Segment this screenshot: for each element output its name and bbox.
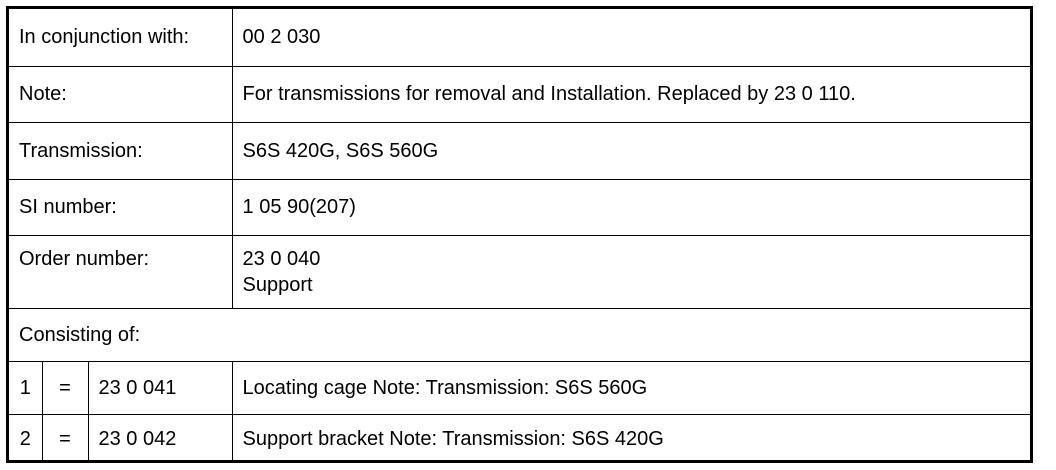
item-symbol: =	[42, 361, 88, 414]
table-row	[9, 414, 1030, 463]
item-description: Support bracket Note: Transmission: S6S 420G	[232, 414, 1030, 463]
conjunction-value: 00 2 030	[232, 9, 1030, 66]
transmission-label: Transmission:	[9, 122, 232, 179]
order-number-value: 23 0 040 Support	[232, 235, 1030, 308]
item-part-number: 23 0 042	[88, 414, 232, 463]
si-number-value: 1 05 90(207)	[232, 179, 1030, 235]
item-part-number: 23 0 041	[88, 361, 232, 414]
conjunction-label: In conjunction with:	[9, 9, 232, 66]
item-index: 2	[9, 414, 42, 463]
tool-info-table	[6, 6, 1033, 463]
row-consisting-of	[9, 308, 1030, 361]
item-description: Locating cage Note: Transmission: S6S 560G	[232, 361, 1030, 414]
item-symbol: =	[42, 414, 88, 463]
row-order-number	[9, 235, 1030, 308]
row-conjunction	[9, 9, 1030, 66]
table-row	[9, 361, 1030, 414]
order-number-label: Order number:	[9, 235, 232, 308]
item-index: 1	[9, 361, 42, 414]
row-transmission	[9, 122, 1030, 179]
transmission-value: S6S 420G, S6S 560G	[232, 122, 1030, 179]
note-value: For transmissions for removal and Installation. Replaced by 23 0 110.	[232, 66, 1030, 122]
row-note	[9, 66, 1030, 122]
note-label: Note:	[9, 66, 232, 122]
row-si-number	[9, 179, 1030, 235]
consisting-of-label: Consisting of:	[9, 308, 1030, 361]
si-number-label: SI number:	[9, 179, 232, 235]
